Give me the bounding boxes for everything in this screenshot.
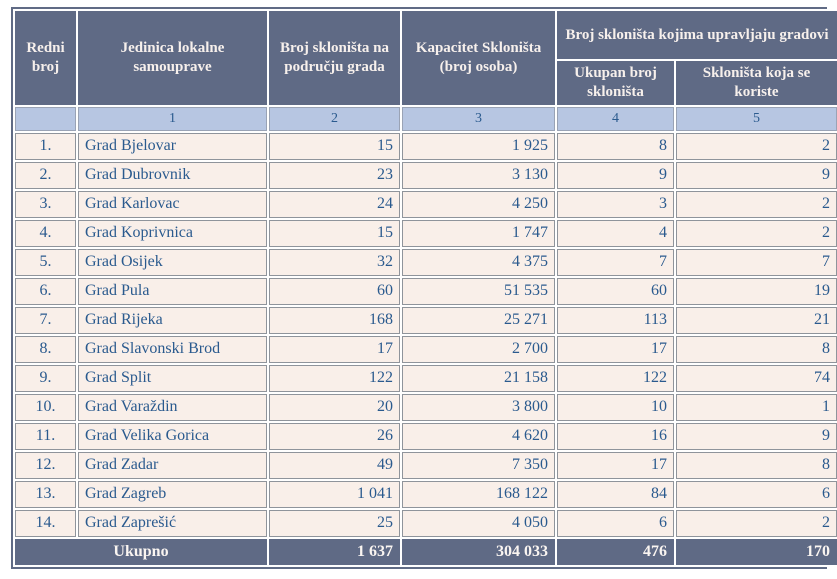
cell-grad: Grad Varaždin [78,394,267,421]
cell-koriste: 9 [676,423,837,450]
header-sklonista-koja-se-koriste: Skloništa koja se koriste [676,61,837,105]
cell-grad: Grad Slavonski Brod [78,336,267,363]
column-index-1: 1 [78,107,267,131]
column-index-empty [15,107,76,131]
cell-redni-broj: 1. [15,133,76,160]
table-header [15,11,837,131]
cell-broj-sklonista: 23 [269,162,400,189]
cell-koriste: 2 [676,133,837,160]
table-row [15,220,837,247]
cell-broj-sklonista: 49 [269,452,400,479]
cell-redni-broj: 12. [15,452,76,479]
shelters-table [13,9,837,567]
table-row [15,365,837,392]
cell-kapacitet: 51 535 [402,278,555,305]
cell-kapacitet: 1 747 [402,220,555,247]
cell-broj-sklonista: 26 [269,423,400,450]
table-row [15,307,837,334]
total-ukupan-broj: 476 [557,539,674,565]
cell-ukupan-broj: 84 [557,481,674,508]
cell-ukupan-broj: 4 [557,220,674,247]
cell-koriste: 2 [676,510,837,537]
header-redni-broj: Redni broj [15,11,76,105]
cell-grad: Grad Karlovac [78,191,267,218]
cell-redni-broj: 10. [15,394,76,421]
table-row [15,133,837,160]
cell-ukupan-broj: 113 [557,307,674,334]
cell-ukupan-broj: 17 [557,452,674,479]
cell-grad: Grad Pula [78,278,267,305]
header-broj-sklonista-grad: Broj skloništa na području grada [269,11,400,105]
table-row [15,278,837,305]
cell-grad: Grad Zaprešić [78,510,267,537]
table-row [15,162,837,189]
header-group-upravljaju-gradovi: Broj skloništa kojima upravljaju gradovi [557,11,837,59]
table-body [15,133,837,537]
table-row [15,394,837,421]
header-jedinica-lokalne-samouprave: Jedinica lokalne samouprave [78,11,267,105]
cell-kapacitet: 4 050 [402,510,555,537]
cell-grad: Grad Zadar [78,452,267,479]
cell-grad: Grad Rijeka [78,307,267,334]
column-index-4: 4 [557,107,674,131]
cell-grad: Grad Koprivnica [78,220,267,247]
cell-kapacitet: 4 250 [402,191,555,218]
cell-koriste: 9 [676,162,837,189]
total-koriste: 170 [676,539,837,565]
cell-kapacitet: 4 620 [402,423,555,450]
cell-kapacitet: 2 700 [402,336,555,363]
cell-redni-broj: 3. [15,191,76,218]
total-row [15,539,837,565]
cell-grad: Grad Bjelovar [78,133,267,160]
cell-broj-sklonista: 15 [269,133,400,160]
cell-broj-sklonista: 15 [269,220,400,247]
shelters-table-container [11,7,830,569]
cell-redni-broj: 13. [15,481,76,508]
cell-ukupan-broj: 17 [557,336,674,363]
column-index-row [15,107,837,131]
cell-koriste: 2 [676,191,837,218]
cell-koriste: 8 [676,336,837,363]
column-index-3: 3 [402,107,555,131]
cell-kapacitet: 3 130 [402,162,555,189]
table-row [15,452,837,479]
cell-broj-sklonista: 32 [269,249,400,276]
cell-ukupan-broj: 6 [557,510,674,537]
cell-broj-sklonista: 25 [269,510,400,537]
cell-broj-sklonista: 1 041 [269,481,400,508]
column-index-5: 5 [676,107,837,131]
total-label: Ukupno [15,539,267,565]
cell-grad: Grad Dubrovnik [78,162,267,189]
cell-grad: Grad Split [78,365,267,392]
cell-broj-sklonista: 24 [269,191,400,218]
cell-kapacitet: 7 350 [402,452,555,479]
cell-ukupan-broj: 10 [557,394,674,421]
cell-kapacitet: 168 122 [402,481,555,508]
cell-koriste: 1 [676,394,837,421]
cell-ukupan-broj: 122 [557,365,674,392]
cell-redni-broj: 11. [15,423,76,450]
cell-koriste: 19 [676,278,837,305]
header-kapacitet-sklonista: Kapacitet Skloništa (broj osoba) [402,11,555,105]
cell-koriste: 2 [676,220,837,247]
table-row [15,336,837,363]
cell-broj-sklonista: 60 [269,278,400,305]
cell-kapacitet: 25 271 [402,307,555,334]
table-row [15,481,837,508]
table-row [15,249,837,276]
cell-ukupan-broj: 9 [557,162,674,189]
cell-kapacitet: 3 800 [402,394,555,421]
cell-grad: Grad Velika Gorica [78,423,267,450]
table-row [15,510,837,537]
total-broj-sklonista: 1 637 [269,539,400,565]
cell-koriste: 7 [676,249,837,276]
table-row [15,191,837,218]
cell-ukupan-broj: 60 [557,278,674,305]
cell-koriste: 6 [676,481,837,508]
table-row [15,423,837,450]
column-index-2: 2 [269,107,400,131]
cell-redni-broj: 5. [15,249,76,276]
cell-koriste: 74 [676,365,837,392]
cell-redni-broj: 4. [15,220,76,247]
cell-redni-broj: 9. [15,365,76,392]
cell-broj-sklonista: 168 [269,307,400,334]
cell-koriste: 8 [676,452,837,479]
total-kapacitet: 304 033 [402,539,555,565]
cell-ukupan-broj: 16 [557,423,674,450]
cell-grad: Grad Zagreb [78,481,267,508]
cell-redni-broj: 8. [15,336,76,363]
cell-ukupan-broj: 7 [557,249,674,276]
cell-koriste: 21 [676,307,837,334]
cell-kapacitet: 4 375 [402,249,555,276]
cell-kapacitet: 21 158 [402,365,555,392]
cell-ukupan-broj: 3 [557,191,674,218]
cell-broj-sklonista: 20 [269,394,400,421]
cell-redni-broj: 2. [15,162,76,189]
cell-ukupan-broj: 8 [557,133,674,160]
cell-broj-sklonista: 17 [269,336,400,363]
header-ukupan-broj-sklonista: Ukupan broj skloništa [557,61,674,105]
cell-redni-broj: 14. [15,510,76,537]
cell-grad: Grad Osijek [78,249,267,276]
cell-kapacitet: 1 925 [402,133,555,160]
cell-redni-broj: 6. [15,278,76,305]
cell-redni-broj: 7. [15,307,76,334]
cell-broj-sklonista: 122 [269,365,400,392]
